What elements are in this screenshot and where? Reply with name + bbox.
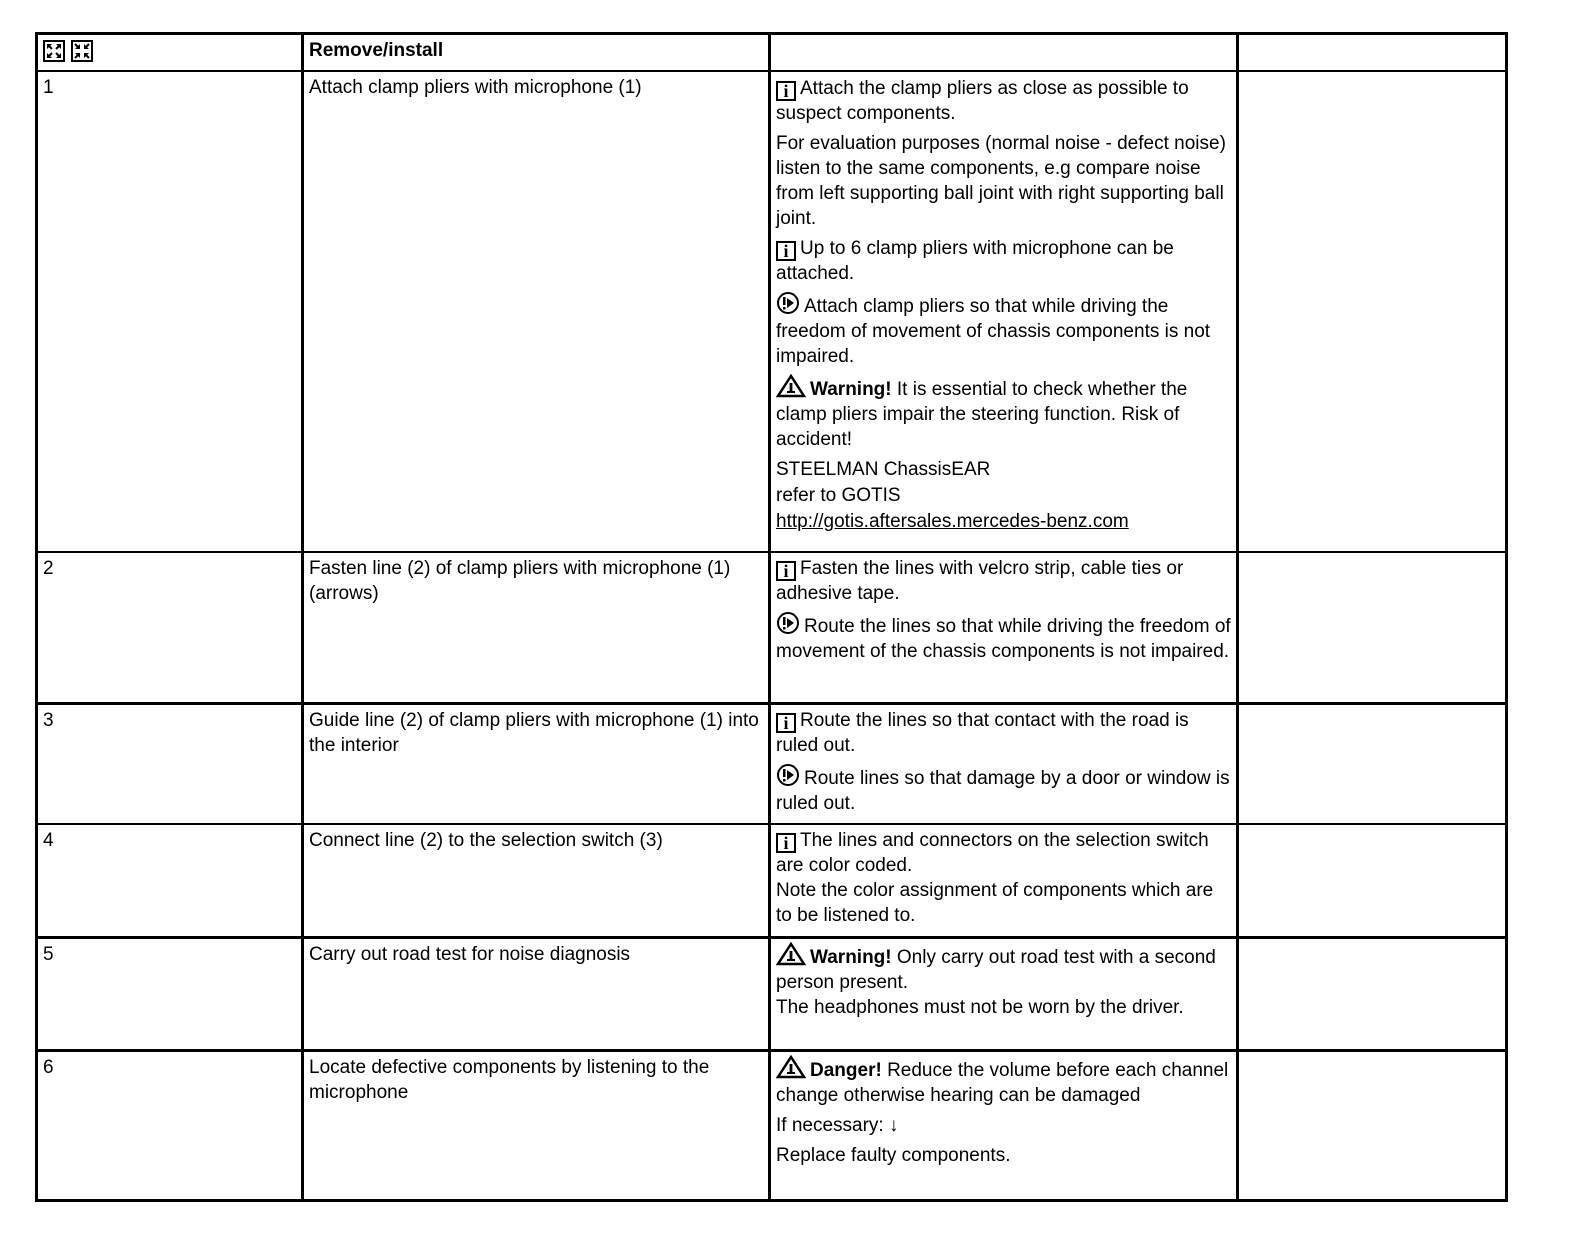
table-row: [37, 71, 1507, 552]
empty-cell: [1238, 703, 1507, 824]
step-number: 3: [37, 703, 303, 824]
step-action: Attach clamp pliers with microphone (1): [303, 71, 770, 552]
note-danger: [776, 1055, 1231, 1108]
step-action: Fasten line (2) of clamp pliers with microphone (1) (arrows): [303, 552, 770, 703]
note-text: Attach the clamp pliers as close as possible to suspect components.: [776, 78, 1189, 124]
danger-icon: [776, 1055, 806, 1079]
note-info: [776, 828, 1231, 878]
note-text: Up to 6 clamp pliers with microphone can be attached.: [776, 238, 1174, 284]
note-plain: For evaluation purposes (normal noise - defect noise) listen to the same components, e.g compare noise from left supporting ball joint with right supporting ball joint.: [776, 133, 1226, 229]
note-notice: [776, 763, 1231, 816]
step-notes: [770, 703, 1238, 824]
note-notice: [776, 611, 1231, 664]
note-text: Only carry out road test with a second person present.: [776, 946, 1216, 993]
note-info: [776, 236, 1231, 286]
header-icons-cell: [37, 34, 303, 72]
gotis-link[interactable]: http://gotis.aftersales.mercedes-benz.com: [776, 511, 1129, 532]
empty-cell: [1238, 937, 1507, 1050]
info-icon: i: [776, 561, 796, 581]
table-header-row: [37, 34, 1507, 72]
table-row: [37, 937, 1507, 1050]
note-text: The lines and connectors on the selection switch are color coded.: [776, 830, 1209, 876]
note-text: Fasten the lines with velcro strip, cable ties or adhesive tape.: [776, 558, 1184, 604]
note-plain: Note the color assignment of components which are to be listened to.: [776, 880, 1214, 926]
table-row: [37, 1050, 1507, 1200]
step-number: 5: [37, 937, 303, 1050]
warning-label: Warning!: [810, 379, 892, 400]
step-action: Locate defective components by listening to the microphone: [303, 1050, 770, 1200]
info-icon: i: [776, 81, 796, 101]
note-icon: [776, 611, 800, 635]
warning-icon: [776, 942, 806, 966]
note-text: Route lines so that damage by a door or window is ruled out.: [776, 767, 1230, 814]
step-number: 4: [37, 824, 303, 937]
note-text: Route the lines so that while driving the freedom of movement of the chassis components is not impaired.: [776, 616, 1231, 662]
danger-label: Danger!: [810, 1059, 882, 1081]
header-empty-cell: [1238, 34, 1507, 72]
step-number: 6: [37, 1050, 303, 1200]
note-plain: Replace faulty components.: [776, 1144, 1011, 1166]
info-icon: i: [776, 833, 796, 853]
info-icon: i: [776, 713, 796, 733]
step-number: 1: [37, 71, 303, 552]
note-warning: [776, 374, 1231, 452]
step-notes: [770, 1050, 1238, 1200]
warning-icon: [776, 374, 806, 398]
note-warning: [776, 942, 1231, 995]
step-notes: [770, 824, 1238, 937]
note-text: Attach clamp pliers so that while driving the freedom of movement of chassis components is not impaired.: [776, 296, 1211, 367]
warning-label: Warning!: [810, 946, 892, 968]
step-action: Carry out road test for noise diagnosis: [303, 937, 770, 1050]
table-row: [37, 552, 1507, 703]
note-info: [776, 556, 1231, 606]
note-notice: [776, 291, 1231, 369]
note-text: It is essential to check whether the clamp pliers impair the steering function. Risk of accident!: [776, 379, 1188, 450]
note-icon: [776, 763, 800, 787]
note-plain: If necessary: ↓: [776, 1114, 899, 1136]
note-plain: The headphones must not be worn by the driver.: [776, 996, 1184, 1018]
expand-all-icon[interactable]: [43, 40, 65, 62]
table-row: [37, 824, 1507, 937]
step-notes: [770, 71, 1238, 552]
reference-line: STEELMAN ChassisEAR: [776, 459, 991, 480]
step-number: 2: [37, 552, 303, 703]
note-info: [776, 76, 1231, 126]
header-empty-cell: [770, 34, 1238, 72]
note-icon: [776, 291, 800, 315]
step-action: Guide line (2) of clamp pliers with microphone (1) into the interior: [303, 703, 770, 824]
collapse-all-icon[interactable]: [71, 40, 93, 62]
step-notes: [770, 937, 1238, 1050]
header-title: Remove/install: [303, 34, 770, 72]
step-notes: [770, 552, 1238, 703]
note-info: [776, 708, 1231, 758]
empty-cell: [1238, 824, 1507, 937]
empty-cell: [1238, 71, 1507, 552]
procedure-table: [35, 32, 1508, 1202]
reference-line: refer to GOTIS: [776, 485, 901, 506]
note-reference: [776, 457, 1231, 535]
table-row: [37, 703, 1507, 824]
step-action: Connect line (2) to the selection switch (3): [303, 824, 770, 937]
empty-cell: [1238, 1050, 1507, 1200]
info-icon: i: [776, 241, 796, 261]
empty-cell: [1238, 552, 1507, 703]
note-text: Route the lines so that contact with the road is ruled out.: [776, 709, 1189, 756]
note-text: Reduce the volume before each channel change otherwise hearing can be damaged: [776, 1059, 1229, 1106]
